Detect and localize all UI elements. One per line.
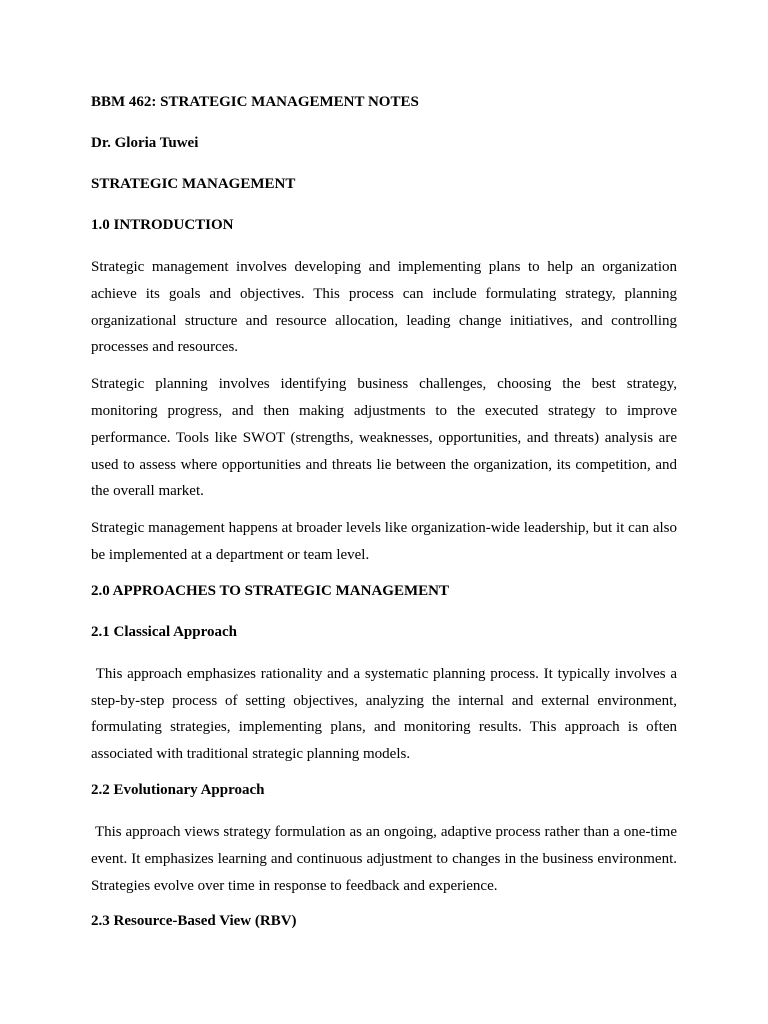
- classical-paragraph: This approach emphasizes rationality and a systematic planning process. It typically involves a step-by-step process of setting objectives, analyzing the internal and external environment, formulating strategies, implementing plans, and monitoring results. This approach is often associated with traditional strategic planning models.: [91, 665, 681, 763]
- section-heading-introduction: 1.0 INTRODUCTION: [91, 217, 234, 233]
- subsection-heading-rbv: 2.3 Resource-Based View (RBV): [91, 913, 297, 930]
- subsection-heading-evolutionary: 2.2 Evolutionary Approach: [91, 781, 265, 798]
- document-page: [91, 90, 681, 950]
- intro-paragraph-2: Strategic planning involves identifying business challenges, choosing the best strategy, monitoring progress, and then making adjustments to the executed strategy to improve performance. Tools like SWOT (strengths, weaknesses, opportunities, and threats) analysis are used to assess where opportunities and threats lie between the organization, its competition, and the overall market.: [91, 376, 677, 500]
- author-name: Dr. Gloria Tuwei: [91, 135, 199, 151]
- intro-paragraph-3: Strategic management happens at broader levels like organization-wide leadership, but it can also be implemented at a department or team level.: [91, 520, 677, 563]
- subsection-heading-classical: 2.1 Classical Approach: [91, 623, 237, 640]
- evolutionary-paragraph: This approach views strategy formulation as an ongoing, adaptive process rather than a one-time event. It emphasizes learning and continuous adjustment to changes in the business environment. Strategies evolve over time in response to feedback and experience.: [91, 823, 681, 894]
- section-heading-approaches: 2.0 APPROACHES TO STRATEGIC MANAGEMENT: [91, 582, 449, 599]
- intro-paragraph-1: Strategic management involves developing and implementing plans to help an organization achieve its goals and objectives. This process can include formulating strategy, planning organizational structure and resource allocation, leading change initiatives, and controlling processes and resources.: [91, 259, 677, 356]
- main-title: STRATEGIC MANAGEMENT: [91, 176, 296, 192]
- course-title: BBM 462: STRATEGIC MANAGEMENT NOTES: [91, 94, 419, 110]
